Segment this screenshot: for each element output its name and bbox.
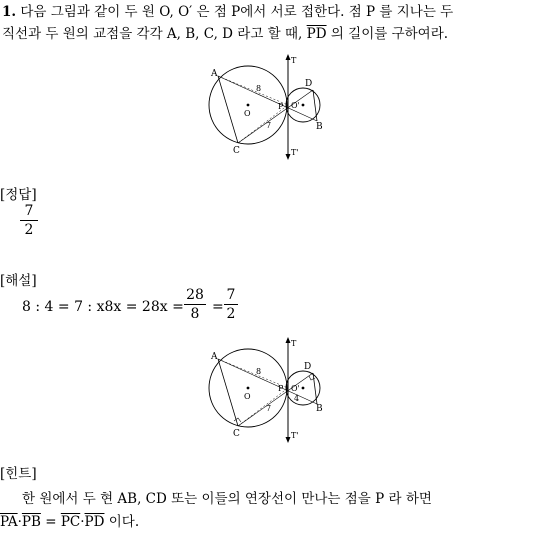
dot-2: · bbox=[80, 514, 85, 530]
fraction-2-denominator: 2 bbox=[226, 306, 236, 322]
fraction-bar bbox=[224, 304, 238, 305]
solution-heading: [해설] bbox=[0, 273, 37, 289]
fig2-label-o: O bbox=[244, 392, 251, 401]
answer-fraction bbox=[20, 203, 38, 238]
problem-line-2 bbox=[2, 22, 534, 46]
dot-1: · bbox=[17, 514, 22, 530]
fig1-label-o: O bbox=[244, 109, 251, 118]
fig1-label-t: T bbox=[291, 56, 297, 65]
fig2-label-4: 4 bbox=[294, 394, 300, 403]
segment-pb: $\overline{PB}$ bbox=[21, 514, 41, 530]
fig2-label-b: B bbox=[316, 404, 323, 414]
hint-line-2 bbox=[0, 510, 534, 534]
fig2-label-7: 7 bbox=[266, 404, 272, 413]
answer-numerator: 7 bbox=[24, 203, 34, 219]
tangent-circles-figure-2 bbox=[200, 337, 340, 447]
problem-text-1: 다음 그림과 같이 두 원 O, O′ 은 점 P에서 서로 접한다. 점 P 를 지나는 두 bbox=[20, 4, 454, 20]
fraction-1-denominator: 8 bbox=[190, 306, 200, 322]
problem-line-1 bbox=[2, 0, 534, 24]
fig2-label-a: A bbox=[211, 352, 218, 362]
segment-pd-hint: $\overline{PD}$ bbox=[84, 514, 105, 530]
answer-denominator: 2 bbox=[24, 222, 34, 238]
fig2-label-c: C bbox=[233, 429, 240, 439]
fig2-label-p: P bbox=[278, 384, 284, 393]
fig1-label-o-prime: O' bbox=[291, 101, 300, 110]
segment-pa: $\overline{PA}$ bbox=[0, 514, 18, 530]
fig1-label-c: C bbox=[233, 146, 240, 156]
solution-equals: = bbox=[212, 299, 224, 315]
fig1-label-p: P bbox=[278, 102, 284, 111]
fig1-label-a: A bbox=[211, 69, 218, 79]
answer-heading: [정답] bbox=[0, 187, 37, 203]
tangent-circles-figure-1 bbox=[200, 54, 340, 164]
fraction-1-numerator: 28 bbox=[186, 287, 204, 303]
solution-fraction-2 bbox=[224, 287, 238, 322]
fig1-label-d: D bbox=[305, 79, 313, 89]
segment-pc: $\overline{PC}$ bbox=[60, 514, 81, 530]
equals-sign: = bbox=[45, 514, 57, 530]
solution-fraction-1 bbox=[184, 287, 206, 322]
fraction-2-numerator: 7 bbox=[226, 287, 236, 303]
problem-text-2: 직선과 두 원의 교점을 각각 A, B, C, D 라고 할 때, bbox=[2, 26, 303, 42]
fraction-bar bbox=[184, 304, 206, 305]
hint-ending: 이다. bbox=[108, 514, 140, 530]
fig1-label-b: B bbox=[316, 122, 323, 132]
fig2-label-t-prime: T' bbox=[291, 431, 299, 440]
solution-equation: 8 : 4 = 7 : x8x = 28x = bbox=[22, 299, 184, 315]
fig2-label-d: D bbox=[304, 362, 312, 372]
problem-number: 1. bbox=[2, 4, 17, 20]
segment-pd: $\overline{PD}$ bbox=[306, 26, 327, 42]
fig2-label-t: T bbox=[291, 339, 297, 348]
fig1-label-7: 7 bbox=[266, 121, 272, 130]
fraction-bar bbox=[20, 220, 38, 221]
hint-heading: [힌트] bbox=[0, 466, 37, 482]
fig2-label-o-prime: O' bbox=[291, 384, 300, 393]
hint-line-1: 한 원에서 두 현 AB, CD 또는 이들의 연장선이 만나는 점을 P 라 하면 bbox=[22, 491, 432, 507]
fig1-label-t-prime: T' bbox=[291, 148, 299, 157]
fig1-label-8: 8 bbox=[256, 84, 262, 93]
fig2-label-8: 8 bbox=[256, 367, 262, 376]
problem-text-3: 의 길이를 구하여라. bbox=[330, 26, 449, 42]
